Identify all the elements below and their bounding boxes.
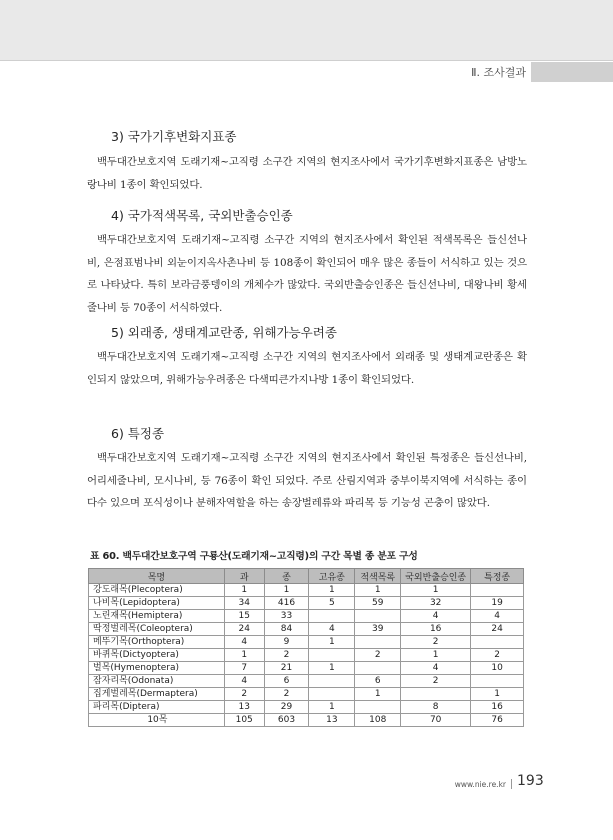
cell: 7 — [224, 662, 264, 675]
cell: 8 — [401, 701, 471, 714]
header-rule — [0, 60, 613, 61]
cell: 24 — [224, 623, 264, 636]
cell: 1 — [224, 649, 264, 662]
cell-total: 105 — [224, 714, 264, 727]
cell-total: 603 — [264, 714, 309, 727]
cell-total: 13 — [309, 714, 355, 727]
table-row — [89, 662, 524, 675]
header-red-list: 적색목록 — [355, 569, 401, 584]
cell-order: 파리목(Diptera) — [89, 701, 225, 714]
footer-url: www.nie.re.kr — [454, 780, 506, 789]
cell: 33 — [264, 610, 309, 623]
cell-order-total: 10목 — [89, 714, 225, 727]
section-paragraph-5: 백두대간보호지역 도래기재~고직령 소구간 지역의 현지조사에서 외래종 및 생태계교란종은 확인되지 않았으며, 위해가능우려종은 다색띠큰가지나방 1종이 확인되었다. — [87, 351, 527, 386]
cell: 1 — [355, 688, 401, 701]
cell: 16 — [401, 623, 471, 636]
cell: 15 — [224, 610, 264, 623]
cell: 6 — [264, 675, 309, 688]
cell: 2 — [401, 675, 471, 688]
cell: 24 — [471, 623, 524, 636]
table-row — [89, 584, 524, 597]
section-paragraph-3: 백두대간보호지역 도래기재~고직령 소구간 지역의 현지조사에서 국가기후변화지표종은 남방노랑나비 1종이 확인되었다. — [87, 156, 527, 191]
cell — [471, 675, 524, 688]
cell — [309, 675, 355, 688]
cell-total: 70 — [401, 714, 471, 727]
cell-total: 108 — [355, 714, 401, 727]
footer-separator — [511, 779, 512, 789]
cell: 4 — [224, 636, 264, 649]
header-order: 목명 — [89, 569, 225, 584]
cell-order: 나비목(Lepidoptera) — [89, 597, 225, 610]
table-total-row — [89, 714, 524, 727]
cell: 13 — [224, 701, 264, 714]
cell: 9 — [264, 636, 309, 649]
cell: 1 — [355, 584, 401, 597]
cell-order: 잠자리목(Odonata) — [89, 675, 225, 688]
cell: 34 — [224, 597, 264, 610]
cell: 2 — [264, 688, 309, 701]
section-heading-5: 5) 외래종, 생태계교란종, 위해가능우려종 — [111, 325, 337, 340]
table-row — [89, 701, 524, 714]
section-paragraph-6: 백두대간보호지역 도래기재~고직령 소구간 지역의 현지조사에서 확인된 특정종은 들신선나비, 어리세줄나비, 모시나비, 등 76종이 확인 되었다. 주로 산림지역과 중부이북지역에 서식하는 종이 다수 있으며 포식성이나 분해자역할을 하는 송장벌레류와 파리목 등 기능성 곤충이 많았다. — [87, 452, 527, 509]
cell — [401, 688, 471, 701]
section-heading-6: 6) 특정종 — [111, 426, 165, 441]
cell: 21 — [264, 662, 309, 675]
table-header-row — [89, 569, 524, 584]
section-paragraph-4: 백두대간보호지역 도래기재~고직령 소구간 지역의 현지조사에서 확인된 적색목록은 들신선나비, 은점표범나비 외눈이지옥사촌나비 등 108종이 확인되어 매우 많은 종들이 서식하고 있는 것으로 나타났다. 특히 보라금풍뎅이의 개체수가 많았다. 국외반출승인종은 들신선나비, 대왕나비 황세줄나비 등 70종이 서식하였다. — [87, 234, 527, 314]
cell: 2 — [224, 688, 264, 701]
cell — [355, 636, 401, 649]
order-distribution-table — [88, 568, 524, 727]
table-row — [89, 649, 524, 662]
cell: 59 — [355, 597, 401, 610]
cell: 1 — [401, 584, 471, 597]
cell: 1 — [309, 701, 355, 714]
page-number: 193 — [517, 773, 544, 789]
cell: 2 — [401, 636, 471, 649]
cell-order: 강도래목(Plecoptera) — [89, 584, 225, 597]
cell: 6 — [355, 675, 401, 688]
table-row — [89, 636, 524, 649]
header-export-approval: 국외반출승인종 — [401, 569, 471, 584]
cell: 19 — [471, 597, 524, 610]
cell: 416 — [264, 597, 309, 610]
cell: 1 — [471, 688, 524, 701]
table-row — [89, 623, 524, 636]
header-family: 과 — [224, 569, 264, 584]
cell — [471, 636, 524, 649]
cell — [309, 649, 355, 662]
cell: 2 — [264, 649, 309, 662]
cell — [471, 584, 524, 597]
cell: 4 — [471, 610, 524, 623]
table-row — [89, 610, 524, 623]
header-specific-species: 특정종 — [471, 569, 524, 584]
cell — [355, 610, 401, 623]
cell: 32 — [401, 597, 471, 610]
cell-order: 메뚜기목(Orthoptera) — [89, 636, 225, 649]
header-species: 종 — [264, 569, 309, 584]
cell — [309, 688, 355, 701]
cell: 1 — [264, 584, 309, 597]
header-tab — [531, 62, 613, 82]
cell: 39 — [355, 623, 401, 636]
section-heading-4: 4) 국가적색목록, 국외반출승인종 — [111, 208, 293, 223]
cell: 4 — [401, 662, 471, 675]
table-caption: 표 60. 백두대간보호구역 구룡산(도래기재~고직령)의 구간 목별 종 분포 구성 — [90, 551, 418, 562]
cell — [309, 610, 355, 623]
cell — [355, 662, 401, 675]
top-band — [0, 0, 613, 60]
running-header-chapter: Ⅱ. 조사결과 — [471, 66, 526, 79]
cell: 1 — [309, 636, 355, 649]
cell-order: 노린재목(Hemiptera) — [89, 610, 225, 623]
cell-order: 딱정벌레목(Coleoptera) — [89, 623, 225, 636]
table-row — [89, 597, 524, 610]
cell: 2 — [355, 649, 401, 662]
cell: 1 — [309, 662, 355, 675]
table-row — [89, 675, 524, 688]
cell-order: 집게벌레목(Dermaptera) — [89, 688, 225, 701]
cell: 5 — [309, 597, 355, 610]
cell: 2 — [471, 649, 524, 662]
cell-order: 바퀴목(Dictyoptera) — [89, 649, 225, 662]
cell: 4 — [309, 623, 355, 636]
cell: 29 — [264, 701, 309, 714]
cell: 16 — [471, 701, 524, 714]
cell — [355, 701, 401, 714]
table-row — [89, 688, 524, 701]
cell: 4 — [224, 675, 264, 688]
cell: 10 — [471, 662, 524, 675]
cell-order: 벌목(Hymenoptera) — [89, 662, 225, 675]
cell: 1 — [401, 649, 471, 662]
cell: 84 — [264, 623, 309, 636]
cell: 4 — [401, 610, 471, 623]
cell: 1 — [224, 584, 264, 597]
header-endemic: 고유종 — [309, 569, 355, 584]
cell: 1 — [309, 584, 355, 597]
section-heading-3: 3) 국가기후변화지표종 — [111, 129, 237, 144]
cell-total: 76 — [471, 714, 524, 727]
